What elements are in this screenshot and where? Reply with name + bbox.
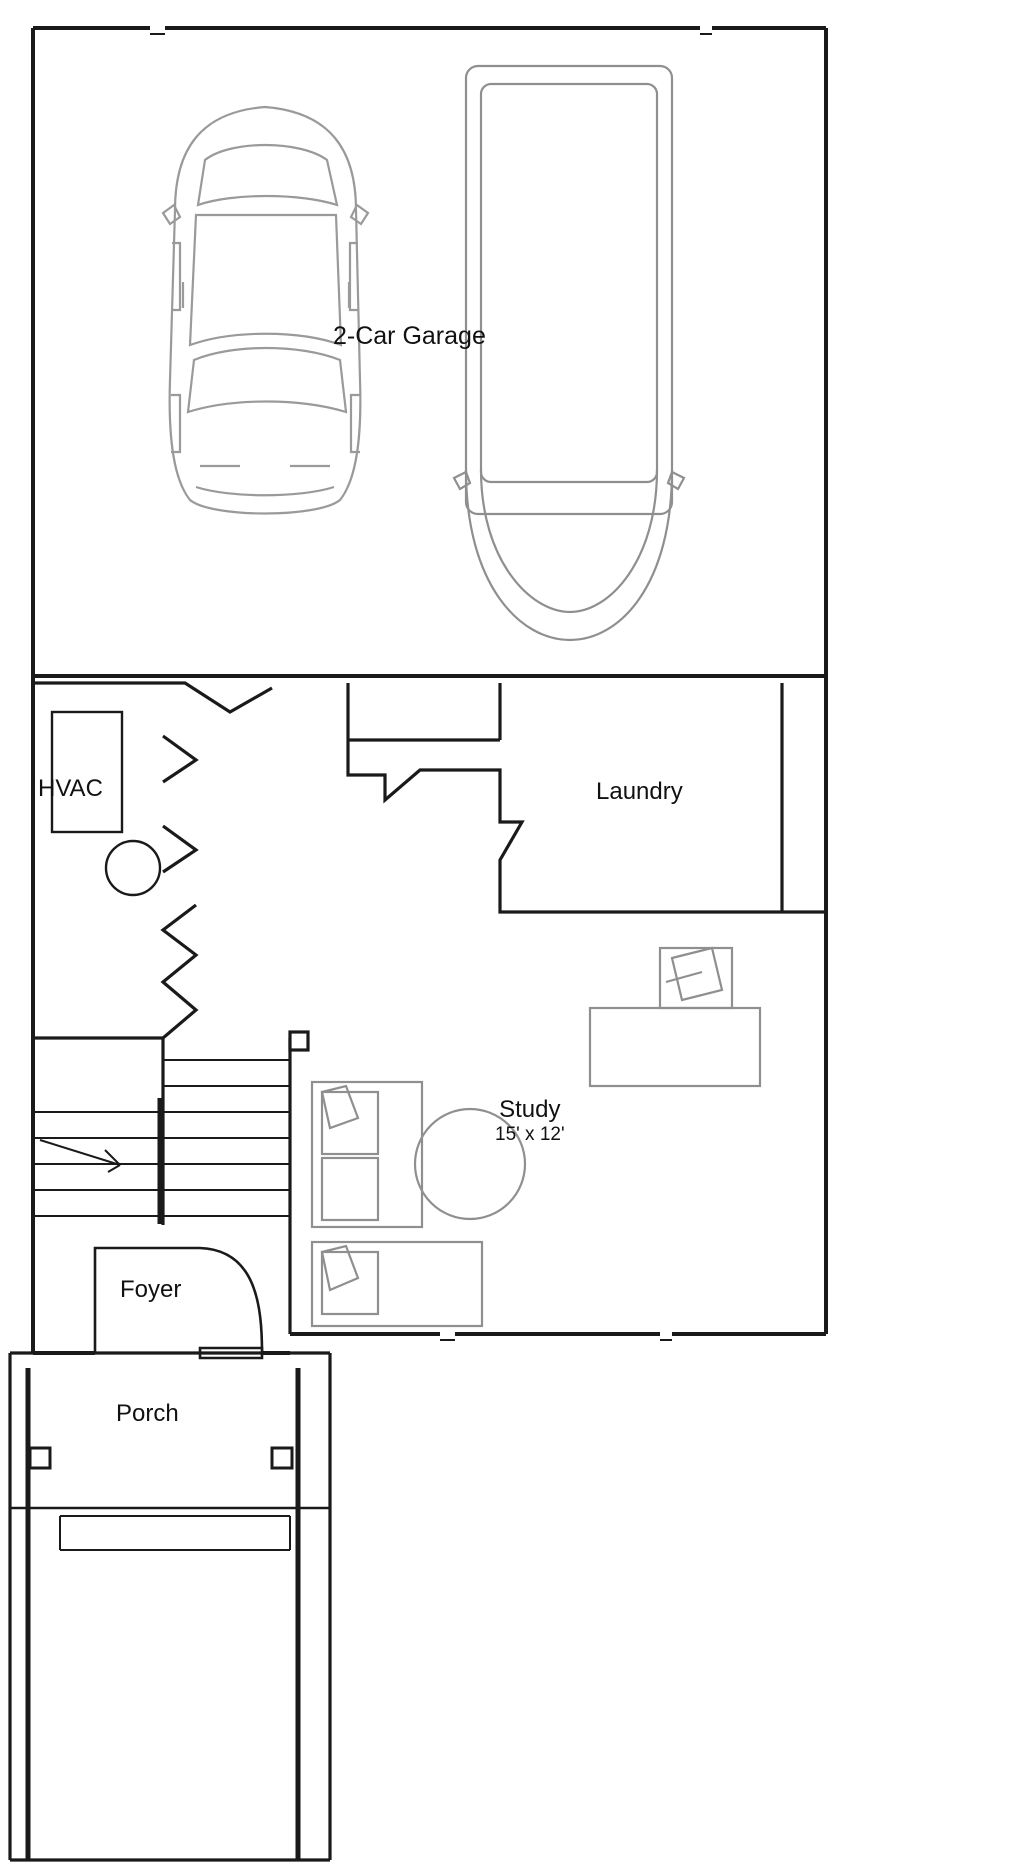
study-dimensions: 15' x 12' — [495, 1123, 565, 1145]
garage-walls — [33, 28, 826, 676]
room-label-study — [495, 1096, 565, 1145]
room-label-garage: 2-Car Garage — [333, 322, 486, 350]
desk-chair — [666, 948, 722, 1000]
parking-stall-outline — [454, 66, 684, 640]
hvac-unit — [52, 712, 122, 832]
sofa — [312, 1082, 422, 1227]
car-outline — [163, 107, 368, 514]
loveseat — [312, 1242, 482, 1326]
study-name: Study — [499, 1096, 561, 1123]
porch-posts — [28, 1368, 298, 1860]
house-walls — [33, 676, 826, 1353]
room-label-porch: Porch — [116, 1400, 179, 1427]
water-heater-circle — [106, 841, 160, 895]
room-label-foyer: Foyer — [120, 1276, 182, 1303]
room-label-laundry: Laundry — [596, 778, 683, 805]
room-label-hvac: HVAC — [38, 775, 103, 802]
porch-outline — [10, 1353, 330, 1860]
